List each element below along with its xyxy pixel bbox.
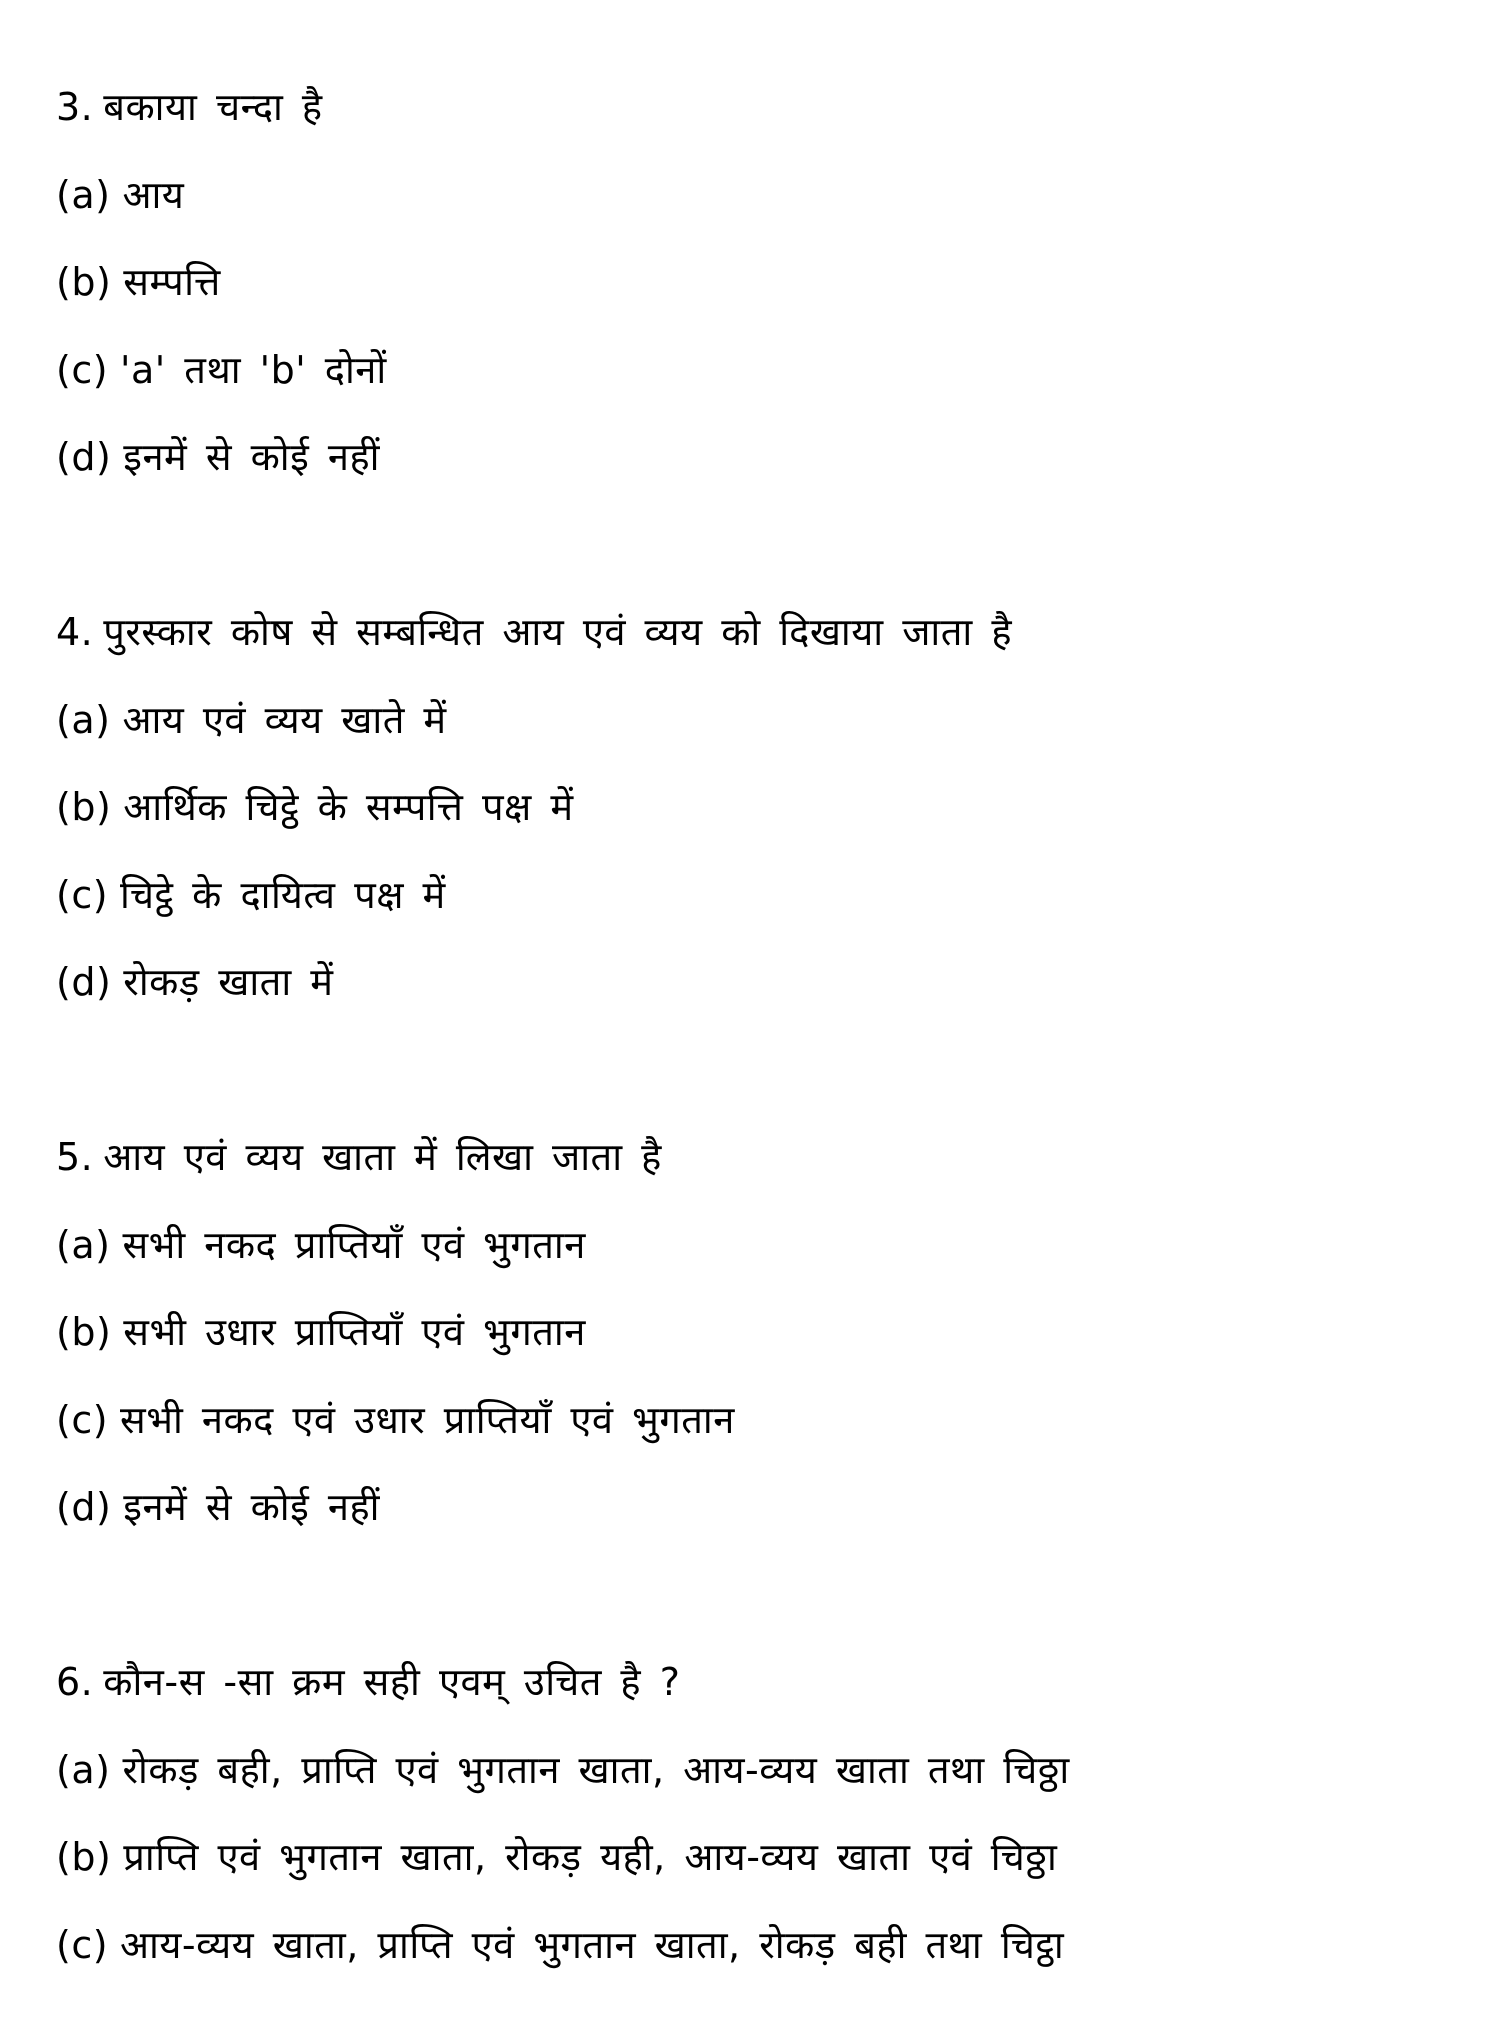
option-text: 'a' तथा 'b' दोनों [120,347,387,392]
option-text: प्राप्ति एवं भुगतान खाता, रोकड़ यही, आय-व्यय खाता एवं चिठ्ठा [123,1835,1058,1879]
option-label: (b) [56,785,112,829]
option-label: (c) [56,347,109,392]
option-label: (b) [56,260,112,304]
option-label: (b) [56,1835,112,1879]
question-text: आय एवं व्यय खाता में लिखा जाता है [103,1135,662,1179]
option-b [56,1814,1476,1902]
option-a [56,1202,1476,1290]
option-label: (c) [56,1397,109,1442]
option-a [56,1727,1476,1815]
question-stem [56,589,1476,677]
question-stem [56,1114,1476,1202]
option-c [56,852,1476,940]
option-label: (d) [56,435,112,479]
option-text: इनमें से कोई नहीं [123,435,380,479]
question-3 [56,64,1476,502]
option-label: (a) [56,697,111,742]
option-text: सभी नकद प्राप्तियाँ एवं भुगतान [122,1222,586,1267]
option-b [56,764,1476,852]
option-d [56,414,1476,502]
question-number: 6. [56,1660,94,1704]
question-stem [56,64,1476,152]
question-5 [56,1114,1476,1552]
option-text: सभी नकद एवं उधार प्राप्तियाँ एवं भुगतान [120,1397,735,1442]
question-text: कौन-स -सा क्रम सही एवम् उचित है ? [103,1660,681,1704]
option-label: (a) [56,1747,111,1792]
option-text: सम्पत्ति [123,260,221,304]
option-label: (c) [56,872,109,917]
question-6 [56,1639,1476,1989]
question-stem [56,1639,1476,1727]
option-d [56,1464,1476,1552]
option-d [56,939,1476,1027]
option-c [56,1377,1476,1465]
option-b [56,1289,1476,1377]
option-label: (b) [56,1310,112,1354]
question-number: 4. [56,610,94,654]
question-4 [56,589,1476,1027]
option-a [56,677,1476,765]
option-text: रोकड़ खाता में [123,960,334,1004]
question-number: 3. [56,85,94,129]
option-label: (a) [56,172,111,217]
option-text: सभी उधार प्राप्तियाँ एवं भुगतान [123,1310,586,1354]
option-text: आय [122,172,185,217]
option-text: आय-व्यय खाता, प्राप्ति एवं भुगतान खाता, रोकड़ बही तथा चिट्ठा [120,1922,1065,1967]
option-c [56,327,1476,415]
option-c [56,1902,1476,1990]
option-label: (a) [56,1222,111,1267]
question-text: बकाया चन्दा है [103,85,323,129]
option-label: (c) [56,1922,109,1967]
option-text: रोकड़ बही, प्राप्ति एवं भुगतान खाता, आय-व्यय खाता तथा चिठ्ठा [122,1747,1070,1792]
option-text: चिट्ठे के दायित्व पक्ष में [120,872,446,917]
option-b [56,239,1476,327]
option-text: इनमें से कोई नहीं [123,1485,380,1529]
option-label: (d) [56,960,112,1004]
question-number: 5. [56,1135,94,1179]
option-label: (d) [56,1485,112,1529]
option-text: आय एवं व्यय खाते में [122,697,447,742]
option-text: आर्थिक चिट्ठे के सम्पत्ति पक्ष में [123,785,574,829]
option-a [56,152,1476,240]
question-text: पुरस्कार कोष से सम्बन्धित आय एवं व्यय को दिखाया जाता है [103,610,1013,654]
